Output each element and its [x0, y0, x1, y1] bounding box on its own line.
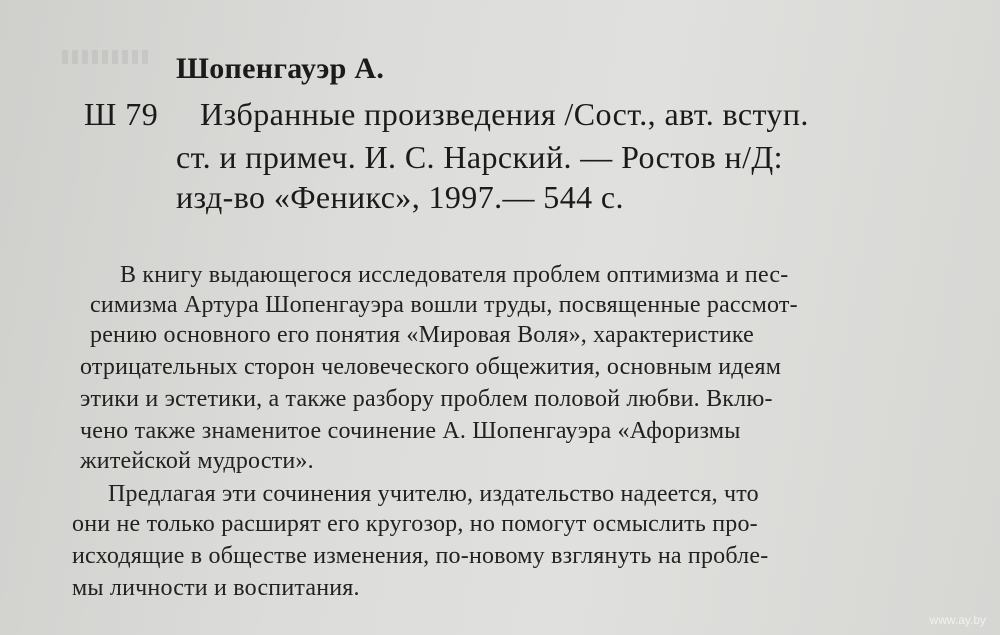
- annotation-line: житейской мудрости».: [80, 448, 314, 474]
- annotation-line: мы личности и воспитания.: [72, 575, 360, 601]
- annotation-line: рению основного его понятия «Мировая Воля», характеристике: [90, 322, 754, 348]
- annotation-line: Предлагая эти сочинения учителю, издательство надеется, что: [108, 481, 759, 507]
- bibliographic-line-2: ст. и примеч. И. С. Нарский. — Ростов н/Д:: [176, 139, 783, 175]
- annotation-line: симизма Артура Шопенгауэра вошли труды, посвященные рассмот-: [90, 292, 798, 318]
- faded-print-mark: [62, 50, 152, 64]
- annotation-line: этики и эстетики, а также разбору проблем половой любви. Вклю-: [80, 386, 773, 412]
- bibliographic-line-3: изд-во «Феникс», 1997.— 544 с.: [176, 179, 624, 215]
- author-name: Шопенгауэр А.: [176, 52, 385, 85]
- annotation-line: В книгу выдающегося исследователя проблем оптимизма и пес-: [120, 262, 789, 288]
- catalog-code: Ш 79: [84, 96, 159, 132]
- annotation-line: отрицательных сторон человеческого общежития, основным идеям: [80, 354, 782, 380]
- annotation-line: они не только расширят его кругозор, но помогут осмыслить про-: [72, 511, 758, 537]
- bibliographic-line-1: Избранные произведения /Сост., авт. вступ.: [200, 96, 809, 132]
- site-watermark: www.ay.by: [929, 613, 986, 627]
- annotation-line: чено также знаменитое сочинение А. Шопенгауэра «Афоризмы: [80, 418, 741, 444]
- annotation-line: исходящие в обществе изменения, по-новому взглянуть на пробле-: [72, 543, 769, 569]
